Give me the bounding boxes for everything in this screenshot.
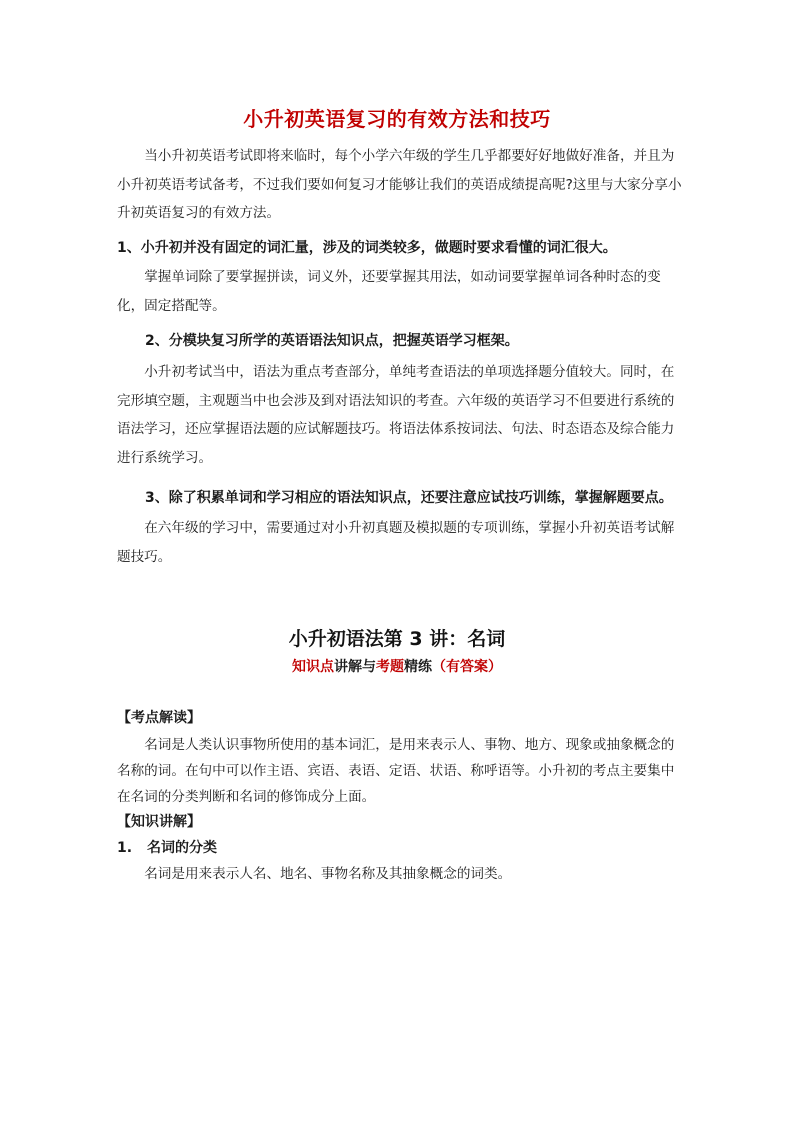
- item1-body: 名词是用来表示人名、地名、事物名称及其抽象概念的词类。: [144, 866, 512, 882]
- point1-body: 掌握单词除了要掌握拼读，词义外，还要掌握其用法，如动词要掌握单词各种时态的变化，固定搭配等。: [117, 269, 661, 314]
- point3-body: 在六年级的学习中，需要通过对小升初真题及模拟题的专项训练，掌握小升初英语考试解题技巧。: [117, 520, 675, 565]
- lesson-subtitle: [0, 656, 794, 676]
- subtitle-part-practice: 精练: [404, 659, 432, 675]
- article-title: 小升初英语复习的有效方法和技巧: [243, 107, 551, 131]
- point2-heading: 2、分模块复习所学的英语语法知识点，把握英语学习框架。: [145, 333, 519, 349]
- subtitle-part-explain: 讲解与: [334, 659, 376, 675]
- point3-heading: 3、除了积累单词和学习相应的语法知识点，还要注意应试技巧训练，掌握解题要点。: [145, 490, 673, 506]
- subtitle-part-knowledge: 知识点: [292, 659, 334, 675]
- section-knowledge-label: 【知识讲解】: [117, 814, 201, 830]
- section-exam-points-label: 【考点解读】: [117, 710, 201, 726]
- subtitle-part-exam: 考题: [376, 659, 404, 675]
- section-exam-points-body: 名词是人类认识事物所使用的基本词汇，是用来表示人、事物、地方、现象或抽象概念的名称的词。在句中可以作主语、宾语、表语、定语、状语、称呼语等。小升初的考点主要集中在名词的分类判断和名词的修饰成分上面。: [117, 737, 675, 805]
- subtitle-part-answers: （有答案）: [432, 659, 502, 675]
- point1-heading: 1、小升初并没有固定的词汇量，涉及的词类较多，做题时要求看懂的词汇很大。: [117, 240, 617, 256]
- lesson-title: 小升初语法第 3 讲：名词: [288, 628, 506, 650]
- item-number: 1.: [117, 840, 133, 856]
- item-title: 名词的分类: [147, 840, 217, 856]
- article-intro: 当小升初英语考试即将来临时，每个小学六年级的学生几乎都要好好地做好准备，并且为小升初英语考试备考，不过我们要如何复习才能够让我们的英语成绩提高呢?这里与大家分享小升初英语复习的有效方法。: [117, 148, 682, 221]
- numbered-item-noun-classification: [117, 836, 217, 860]
- point2-body: 小升初考试当中，语法为重点考查部分，单纯考查语法的单项选择题分值较大。同时，在完形填空题，主观题当中也会涉及到对语法知识的考查。六年级的英语学习不但要进行系统的语法学习，还应掌握语法题的应试解题技巧。将语法体系按词法、句法、时态语态及综合能力进行系统学习。: [117, 364, 675, 466]
